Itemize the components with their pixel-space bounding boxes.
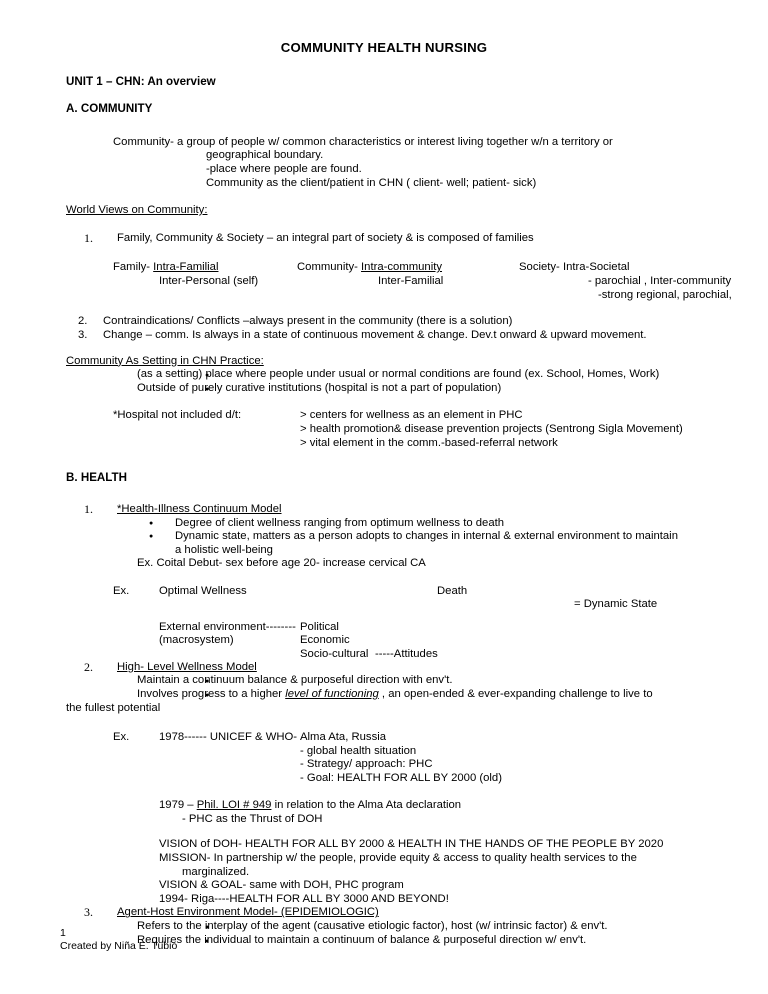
list-item — [137, 368, 768, 382]
alma-ata-example — [0, 731, 768, 799]
list-number: 2. — [78, 315, 88, 328]
list-item — [0, 329, 768, 343]
list-item-text-post: , an open-ended & ever-expanding challenge to live to — [378, 688, 653, 701]
community-definition-line2: geographical boundary. — [206, 149, 324, 162]
page-number: 1 — [60, 927, 66, 939]
section-a-heading: A. COMMUNITY — [66, 102, 153, 116]
list-number: 1. — [84, 501, 93, 516]
page-title: COMMUNITY HEALTH NURSING — [280, 40, 488, 55]
vision-goal: VISION & GOAL- same with DOH, PHC program — [159, 879, 404, 892]
bullet-icon — [205, 368, 211, 383]
loi-reference: Phil. LOI # 949 — [196, 799, 272, 812]
list-item-text: Family, Community & Society – an integral part of society & is composed of families — [117, 231, 534, 244]
alma-ata-label: Alma Ata, Russia — [300, 731, 387, 744]
list-item — [0, 232, 768, 246]
community-definition-line4: Community as the client/patient in CHN ( client- well; patient- sick) — [206, 176, 537, 189]
worldview-columns — [0, 261, 768, 303]
society-label: Society- — [519, 261, 560, 274]
list-item — [0, 503, 768, 517]
list-item-text: Refers to the interplay of the agent (causative etiologic factor), host (w/ intrinsic factor) & env't. — [137, 920, 608, 932]
section-b-heading: B. HEALTH — [66, 471, 127, 485]
attitudes-label: -----Attitudes — [375, 648, 438, 661]
example-label: Ex. — [113, 584, 130, 597]
list-item — [0, 906, 768, 920]
list-item-wrap — [175, 544, 768, 558]
optimal-wellness-label: Optimal Wellness — [159, 584, 247, 597]
society-column — [519, 261, 630, 275]
society-sub2: -strong regional, parochial, — [598, 288, 732, 301]
list-number: 3. — [84, 905, 93, 920]
year-1978-label: 1978------ UNICEF & WHO- — [159, 731, 298, 744]
alma-ata-detail: - Goal: HEALTH FOR ALL BY 2000 (old) — [300, 772, 502, 785]
dynamic-state-label: = Dynamic State — [574, 598, 658, 611]
list-item-text: Change – comm. Is always in a state of continuous movement & change. Dev.t onward & upward movement. — [103, 328, 647, 341]
list-item — [137, 674, 768, 688]
list-item-text: Outside of purely curative institutions (hospital is not a part of population) — [137, 381, 502, 394]
hospital-label: *Hospital not included d/t: — [113, 409, 242, 422]
model1-example: Ex. Coital Debut- sex before age 20- increase cervical CA — [137, 557, 426, 570]
family-sub: Inter-Personal (self) — [159, 274, 259, 287]
list-number: 3. — [78, 328, 88, 341]
list-item-text: Requires the individual to maintain a continuum of balance & purposeful direction w/ env't. — [137, 933, 587, 946]
bullet-icon — [205, 920, 211, 935]
list-item-text: Degree of client wellness ranging from optimum wellness to death — [175, 516, 505, 529]
list-item — [0, 661, 768, 675]
model-title: *Health-Illness Continuum Model — [117, 502, 282, 515]
bullet-icon — [205, 934, 211, 949]
year-1979-post: in relation to the Alma Ata declaration — [271, 799, 462, 812]
created-by: Created by Niña E. Tubio — [60, 940, 178, 952]
list-item-text-pre: Involves progress to a higher — [137, 688, 286, 701]
vision-doh: VISION of DOH- HEALTH FOR ALL BY 2000 & HEALTH IN THE HANDS OF THE PEOPLE BY 2020 — [159, 838, 664, 851]
family-column — [113, 261, 218, 275]
list-number: 1. — [84, 230, 93, 245]
bullet-icon — [205, 688, 211, 703]
community-definition-line3: -place where people are found. — [206, 162, 362, 175]
economic-label: Economic — [300, 634, 350, 647]
hospital-reason: > vital element in the comm.-based-referral network — [300, 436, 558, 449]
model-title: Agent-Host Environment Model- (EPIDEMIOLOGIC) — [117, 906, 379, 919]
community-definition-line1: Community- a group of people w/ common characteristics or interest living together w/n a territory or — [113, 135, 613, 148]
mission-line1: MISSION- In partnership w/ the people, provide equity & access to quality health services to the — [159, 852, 637, 865]
bullet-icon: ● — [149, 533, 154, 541]
socio-cultural-label: Socio-cultural — [300, 648, 369, 661]
bullet-icon — [205, 674, 211, 689]
list-item — [0, 315, 768, 329]
year-1979-sub: - PHC as the Thrust of DOH — [182, 812, 323, 825]
death-label: Death — [437, 584, 468, 597]
alma-ata-detail: - Strategy/ approach: PHC — [300, 758, 433, 771]
hospital-reason: > centers for wellness as an element in PHC — [300, 409, 523, 422]
setting-heading: Community As Setting in CHN Practice: — [66, 354, 264, 367]
list-item-emphasis: level of functioning — [285, 688, 379, 701]
page-footer — [60, 927, 177, 953]
list-item-text: Dynamic state, matters as a person adopts to changes in internal & external environment to maintain — [175, 530, 678, 543]
list-item — [149, 530, 768, 544]
community-label: Community- — [297, 261, 358, 274]
macrosystem-label: (macrosystem) — [159, 634, 234, 647]
list-item-text: Contraindications/ Conflicts –always present in the community (there is a solution) — [103, 315, 513, 328]
continuum-diagram — [0, 584, 768, 661]
year-1979-pre: 1979 – — [159, 799, 197, 812]
list-item-text: a holistic well-being — [175, 543, 273, 556]
society-sub1: - parochial , Inter-community — [588, 274, 732, 287]
mission-line2: marginalized. — [182, 865, 250, 878]
family-value: Intra-Familial — [153, 261, 219, 274]
hospital-exclusion-block — [0, 409, 768, 451]
list-item — [149, 516, 768, 531]
list-item — [137, 688, 768, 702]
society-value: Intra-Societal — [562, 261, 630, 274]
bullet-icon — [205, 382, 211, 397]
model-title: High- Level Wellness Model — [117, 660, 257, 673]
list-item — [137, 382, 768, 396]
hospital-reason: > health promotion& disease prevention projects (Sentrong Sigla Movement) — [300, 422, 683, 435]
unit-heading: UNIT 1 – CHN: An overview — [66, 74, 216, 88]
community-sub: Inter-Familial — [378, 274, 444, 287]
political-label: Political — [300, 620, 339, 633]
alma-ata-detail: - global health situation — [300, 744, 417, 757]
list-number: 2. — [84, 659, 93, 674]
example-label: Ex. — [113, 731, 130, 744]
list-item — [137, 934, 768, 948]
list-item-wrap: the fullest potential — [66, 701, 161, 714]
list-item-text: (as a setting) place where people under usual or normal conditions are found (ex. School, Homes, Work) — [137, 368, 660, 381]
external-environment-label: External environment-------- — [159, 620, 296, 633]
community-value: Intra-community — [361, 261, 443, 274]
community-column — [297, 261, 442, 275]
world-views-heading: World Views on Community: — [66, 204, 208, 217]
riga-line: 1994- Riga----HEALTH FOR ALL BY 3000 AND BEYOND! — [159, 892, 449, 905]
family-label: Family- — [113, 261, 151, 274]
list-item — [137, 920, 768, 934]
list-item-text: Maintain a continuum balance & purposeful direction with env't. — [137, 674, 453, 687]
bullet-icon: ● — [149, 519, 154, 527]
year-1979-line — [159, 799, 768, 813]
